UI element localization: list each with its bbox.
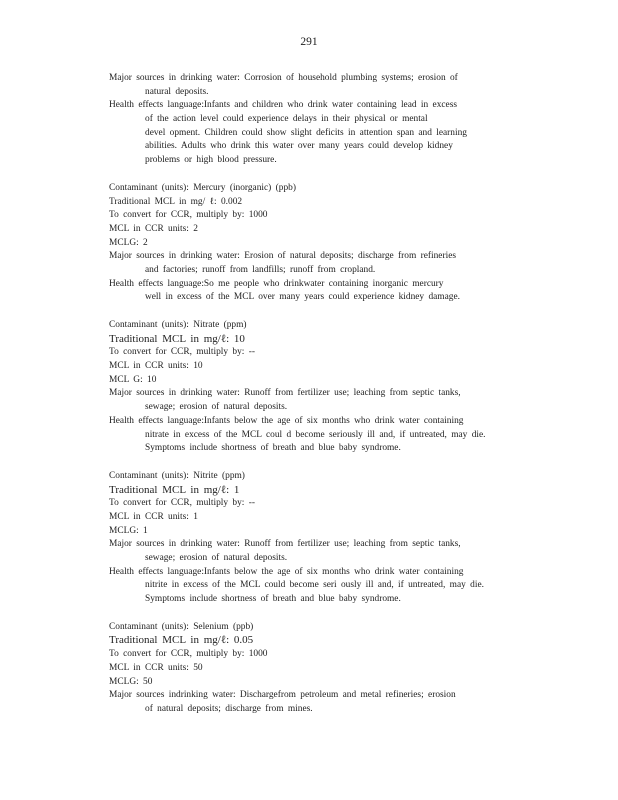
document-body [109, 72, 549, 717]
selenium-mcl-ccr: MCL in CCR units: 50 [109, 662, 203, 673]
lead-health-effects [109, 99, 549, 167]
text-line: Major sources in drinking water: Runoff from fertilizer use; leaching from septic tanks, [109, 539, 461, 550]
mercury-contaminant: Contaminant (units): Mercury (inorganic) (ppb) [109, 182, 296, 193]
text-line: well in excess of the MCL over many years could experience kidney damage. [145, 292, 460, 303]
section-gap [109, 168, 549, 182]
nitrate-health-effects [109, 415, 549, 456]
text-line: Symptoms include shortness of breath and blue baby syndrome. [145, 594, 401, 605]
text-line: nitrite in excess of the MCL could become seri ously ill and, if untreated, may die. [145, 580, 484, 591]
text-line: and factories; runoff from landfills; runoff from cropland. [145, 264, 376, 275]
nitrite-mcl-ccr: MCL in CCR units: 1 [109, 511, 198, 522]
mercury-health-effects [109, 278, 549, 305]
nitrate-convert: To convert for CCR, multiply by: -- [109, 347, 255, 358]
text-line: Major sources in drinking water: Corrosion of household plumbing systems; erosion of [109, 73, 458, 83]
nitrate-major-sources [109, 387, 549, 414]
text-line: problems or high blood pressure. [145, 155, 277, 166]
selenium-convert: To convert for CCR, multiply by: 1000 [109, 649, 268, 660]
nitrite-major-sources [109, 538, 549, 565]
mercury-convert: To convert for CCR, multiply by: 1000 [109, 210, 268, 221]
text-line: Major sources in drinking water: Erosion of natural deposits; discharge from refineries [109, 251, 456, 262]
mercury-mclg: MCLG: 2 [109, 237, 148, 248]
selenium-mclg: MCLG: 50 [109, 676, 153, 687]
nitrite-contaminant: Contaminant (units): Nitrite (ppm) [109, 470, 245, 481]
selenium-major-sources [109, 689, 549, 716]
section-gap [109, 607, 549, 621]
text-line: Major sources indrinking water: Dischargefrom petroleum and metal refineries; erosion [109, 690, 456, 701]
nitrite-convert: To convert for CCR, multiply by: -- [109, 498, 255, 509]
text-line: Major sources in drinking water: Runoff from fertilizer use; leaching from septic tanks, [109, 388, 461, 399]
nitrite-health-effects [109, 566, 549, 607]
text-line: of the action level could experience delays in their physical or mental [145, 114, 428, 125]
nitrate-mclg: MCL G: 10 [109, 374, 157, 385]
nitrite-traditional-mcl: Traditional MCL in mg/ℓ: 1 [109, 483, 240, 496]
text-line: Symptoms include shortness of breath and blue baby syndrome. [145, 443, 401, 454]
page-number: 291 [300, 36, 318, 48]
mercury-major-sources [109, 250, 549, 277]
nitrate-traditional-mcl: Traditional MCL in mg/ℓ: 10 [109, 332, 245, 345]
text-line: Health effects language:Infants below the age of six months who drink water containing [109, 415, 464, 426]
selenium-contaminant: Contaminant (units): Selenium (ppb) [109, 621, 254, 632]
text-line: natural deposits. [145, 86, 209, 97]
text-line: abilities. Adults who drink this water over many years could develop kidney [145, 141, 453, 152]
selenium-traditional-mcl: Traditional MCL in mg/ℓ: 0.05 [109, 634, 254, 647]
text-line: sewage; erosion of natural deposits. [145, 553, 288, 563]
text-line: sewage; erosion of natural deposits. [145, 402, 288, 413]
nitrate-mcl-ccr: MCL in CCR units: 10 [109, 361, 203, 372]
text-line: Health effects language:So me people who drinkwater containing inorganic mercury [109, 278, 444, 289]
nitrate-contaminant: Contaminant (units): Nitrate (ppm) [109, 320, 247, 330]
section-gap [109, 305, 549, 319]
section-gap [109, 456, 549, 470]
mercury-mcl-ccr: MCL in CCR units: 2 [109, 223, 198, 234]
mercury-traditional-mcl: Traditional MCL in mg/ ℓ: 0.002 [109, 196, 243, 207]
text-line: nitrate in excess of the MCL coul d become seriously ill and, if untreated, may die. [145, 429, 486, 440]
nitrite-mclg: MCLG: 1 [109, 525, 148, 536]
text-line: Health effects language:Infants and children who drink water containing lead in excess [109, 100, 458, 111]
text-line: Health effects language:Infants below the age of six months who drink water containing [109, 566, 464, 577]
lead-major-sources [109, 72, 549, 99]
text-line: devel opment. Children could show slight deficits in attention span and learning [145, 127, 467, 138]
text-line: of natural deposits; discharge from mines. [145, 703, 313, 714]
